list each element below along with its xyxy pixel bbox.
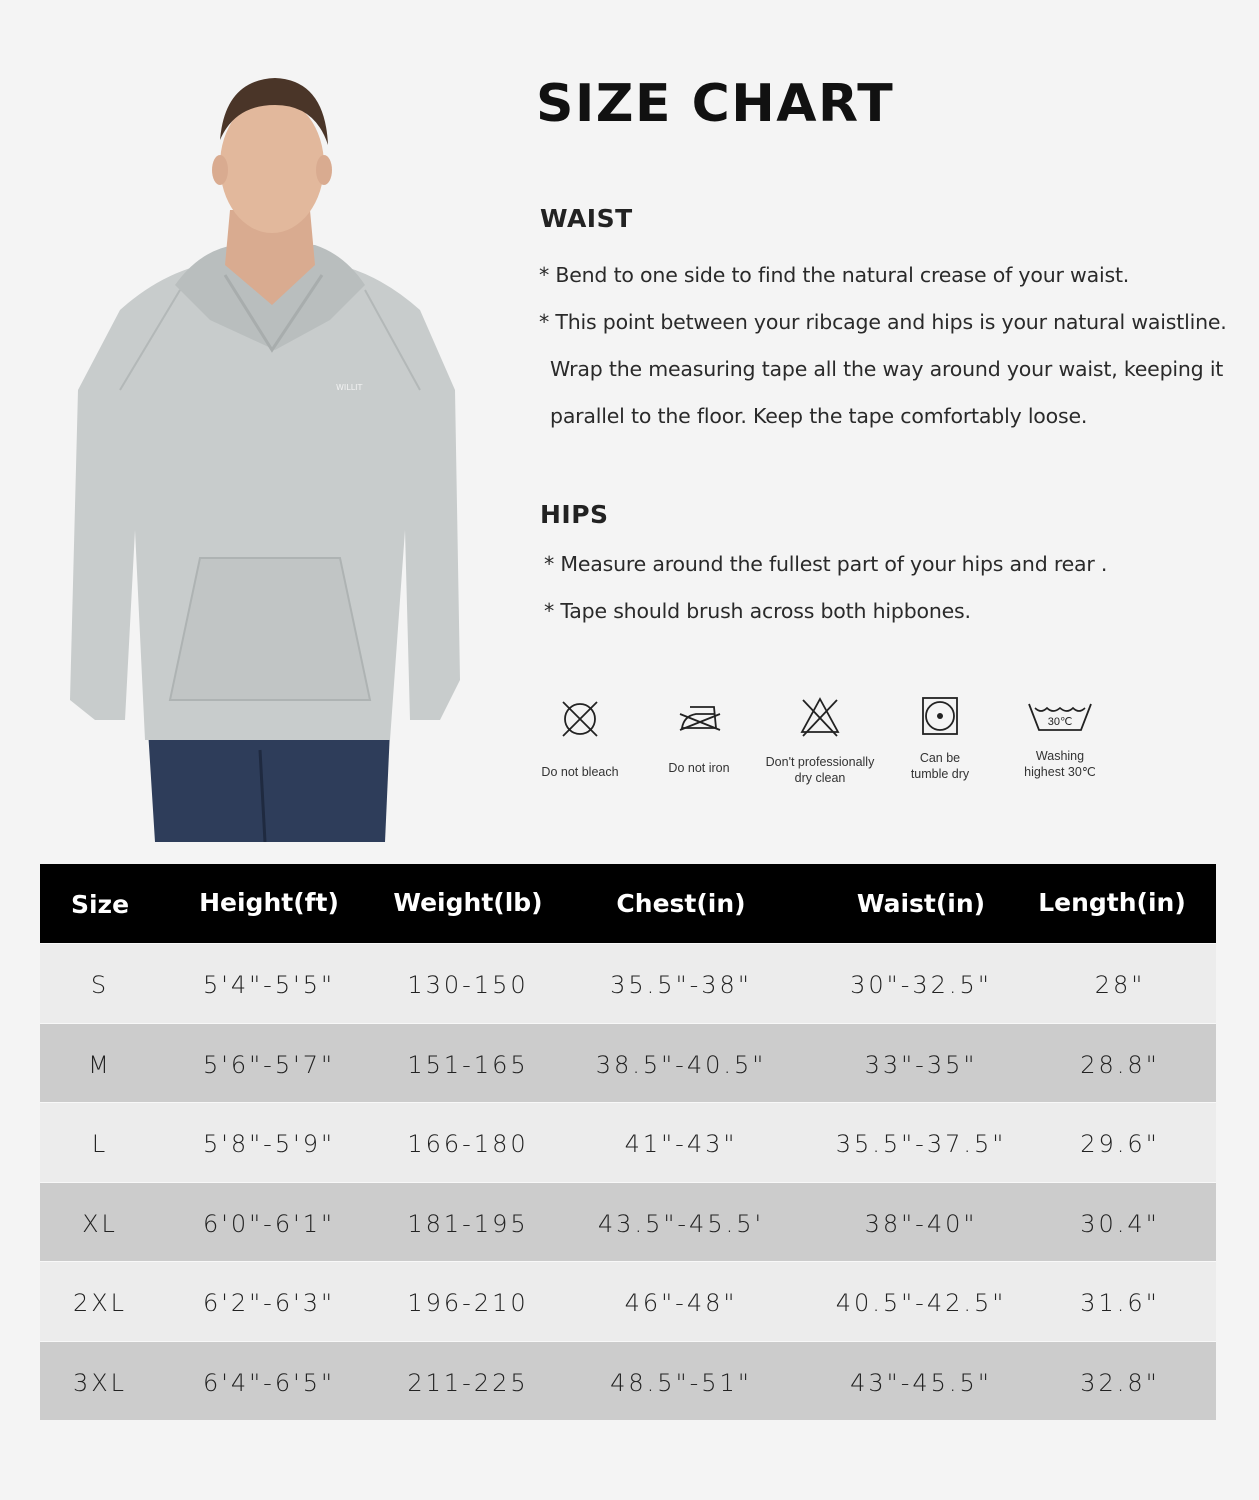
cell-length: 32.8" bbox=[1080, 1368, 1160, 1397]
cell-chest: 41"-43" bbox=[624, 1130, 738, 1158]
header-height: Height(ft) bbox=[199, 888, 339, 917]
care-label: dry clean bbox=[794, 771, 846, 785]
cell-length: 29.6" bbox=[1080, 1130, 1160, 1158]
tumble-dry-icon bbox=[917, 694, 963, 740]
cell-height: 6'2"-6'3" bbox=[202, 1289, 336, 1317]
waist-heading: WAIST bbox=[540, 204, 633, 233]
header-weight: Weight(lb) bbox=[393, 888, 543, 917]
no-dry-clean-icon bbox=[797, 694, 843, 740]
care-item-no-dry-clean bbox=[755, 694, 885, 786]
cell-chest: 35.5"-38" bbox=[610, 971, 752, 999]
care-item-tumble-dry bbox=[875, 694, 1005, 782]
cell-waist: 30"-32.5" bbox=[850, 971, 992, 999]
table-row bbox=[40, 1023, 1216, 1103]
no-iron-icon bbox=[676, 694, 722, 740]
table-row bbox=[40, 1261, 1216, 1341]
no-bleach-icon bbox=[557, 694, 603, 740]
care-item-wash-30 bbox=[995, 694, 1125, 780]
cell-height: 6'0"-6'1" bbox=[202, 1209, 336, 1238]
cell-weight: 166-180 bbox=[407, 1130, 529, 1158]
cell-chest: 43.5"-45.5' bbox=[597, 1209, 765, 1238]
header-length: Length(in) bbox=[1038, 888, 1186, 917]
cell-size: 2XL bbox=[72, 1289, 128, 1317]
cell-waist: 33"-35" bbox=[864, 1050, 978, 1079]
header-chest: Chest(in) bbox=[616, 889, 746, 918]
cell-length: 28.8" bbox=[1080, 1050, 1160, 1079]
cell-height: 5'8"-5'9" bbox=[202, 1130, 336, 1158]
cell-height: 5'6"-5'7" bbox=[202, 1050, 336, 1079]
cell-weight: 196-210 bbox=[407, 1289, 529, 1317]
cell-weight: 211-225 bbox=[407, 1368, 529, 1397]
care-item-no-iron bbox=[634, 694, 764, 776]
cell-size: 3XL bbox=[72, 1368, 128, 1397]
cell-height: 6'4"-6'5" bbox=[202, 1368, 336, 1397]
cell-chest: 38.5"-40.5" bbox=[595, 1050, 767, 1079]
cell-size: L bbox=[91, 1130, 109, 1158]
care-item-no-bleach bbox=[515, 694, 645, 780]
table-row bbox=[40, 1102, 1216, 1182]
table-row bbox=[40, 1182, 1216, 1262]
care-label: tumble dry bbox=[910, 767, 970, 781]
cell-waist: 35.5"-37.5" bbox=[835, 1130, 1007, 1158]
hips-heading: HIPS bbox=[540, 500, 609, 529]
cell-weight: 181-195 bbox=[407, 1209, 529, 1238]
waist-instruction: * This point between your ribcage and hips is your natural waistline. bbox=[539, 310, 1227, 334]
cell-size: M bbox=[88, 1050, 112, 1079]
wash-temperature: 30℃ bbox=[1047, 716, 1073, 728]
hips-instruction: * Tape should brush across both hipbones. bbox=[544, 599, 971, 623]
cell-length: 30.4" bbox=[1080, 1209, 1160, 1238]
shirt-logo: WILLIT bbox=[336, 383, 363, 392]
header-size: Size bbox=[70, 890, 130, 919]
care-label: highest 30℃ bbox=[1024, 765, 1096, 779]
care-label: Do not bleach bbox=[541, 765, 619, 779]
page-title: SIZE CHART bbox=[536, 74, 895, 134]
cell-waist: 38"-40" bbox=[864, 1209, 978, 1238]
care-label: Don't professionally bbox=[765, 755, 875, 769]
cell-waist: 40.5"-42.5" bbox=[835, 1289, 1007, 1317]
waist-instruction: Wrap the measuring tape all the way around your waist, keeping it bbox=[550, 357, 1224, 381]
cell-chest: 48.5"-51" bbox=[610, 1368, 752, 1397]
cell-length: 28" bbox=[1094, 971, 1146, 999]
cell-weight: 130-150 bbox=[407, 971, 529, 999]
cell-size: XL bbox=[82, 1209, 118, 1238]
care-label: Do not iron bbox=[668, 761, 730, 775]
cell-height: 5'4"-5'5" bbox=[202, 971, 336, 999]
waist-instruction: parallel to the floor. Keep the tape comfortably loose. bbox=[550, 404, 1088, 428]
care-label: Can be bbox=[919, 751, 961, 765]
hips-instruction: * Measure around the fullest part of your hips and rear . bbox=[544, 552, 1108, 576]
cell-weight: 151-165 bbox=[407, 1050, 529, 1079]
table-row bbox=[40, 943, 1216, 1023]
waist-instruction: * Bend to one side to find the natural crease of your waist. bbox=[539, 263, 1130, 287]
table-header bbox=[40, 864, 1216, 943]
cell-size: S bbox=[90, 971, 110, 999]
header-waist: Waist(in) bbox=[856, 889, 986, 918]
cell-chest: 46"-48" bbox=[624, 1289, 738, 1317]
size-table bbox=[40, 864, 1216, 1420]
cell-length: 31.6" bbox=[1080, 1289, 1160, 1317]
wash-30-icon bbox=[1025, 694, 1095, 740]
table-row bbox=[40, 1341, 1216, 1421]
cell-waist: 43"-45.5" bbox=[850, 1368, 992, 1397]
care-label: Washing bbox=[1035, 749, 1085, 763]
model-photo bbox=[60, 60, 480, 842]
